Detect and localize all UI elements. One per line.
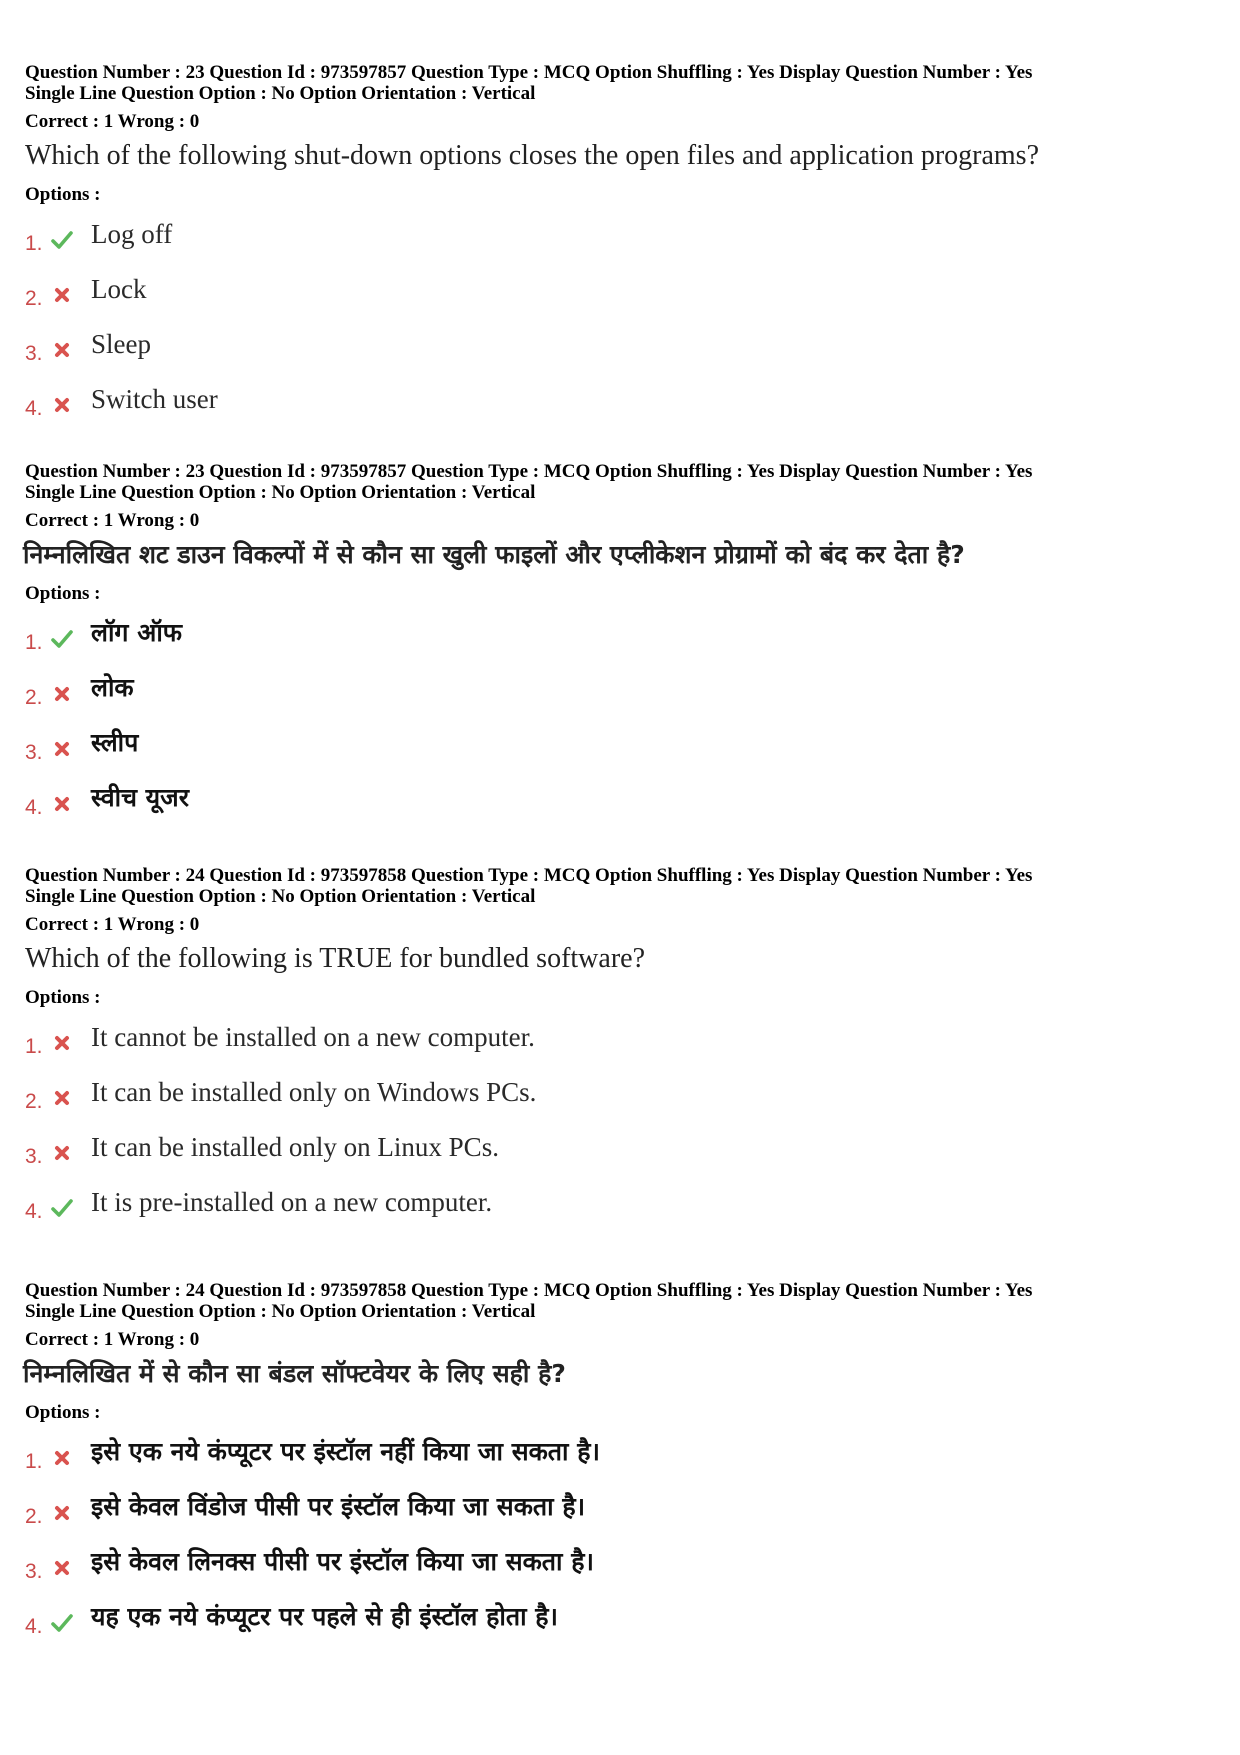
option-item [25,1008,1225,1063]
question-meta-line1: Question Number : 23 Question Id : 973597857 Question Type : MCQ Option Shuffling : Yes Display Question Number : Yes [25,461,1033,482]
question-text: निम्नलिखित में से कौन सा बंडल सॉफ्टवेयर के लिए सही है? [23,1359,566,1388]
cross-icon [50,682,74,706]
option-number: 1. [25,631,43,654]
option-item [25,1173,1225,1228]
option-text: It cannot be installed on a new computer. [91,1022,535,1052]
check-icon [50,1611,74,1635]
option-item [25,604,1225,659]
cross-icon [50,393,74,417]
option-item [25,1423,1225,1478]
marking-scheme: Correct : 1 Wrong : 0 [25,111,200,132]
cross-icon [50,1501,74,1525]
option-item [25,769,1225,824]
option-text: स्लीप [91,728,139,757]
cross-icon [50,1446,74,1470]
option-text: It is pre-installed on a new computer. [91,1187,493,1217]
option-number: 3. [25,741,43,764]
option-text: Sleep [91,329,151,359]
option-item [25,370,1225,425]
question-meta-line2: Single Line Question Option : No Option Orientation : Vertical [25,886,536,907]
check-icon [50,228,74,252]
option-number: 1. [25,1035,43,1058]
option-text: इसे केवल विंडोज पीसी पर इंस्टॉल किया जा सकता है। [91,1492,586,1521]
question-meta-line1: Question Number : 24 Question Id : 973597858 Question Type : MCQ Option Shuffling : Yes Display Question Number : Yes [25,1280,1033,1301]
option-item [25,714,1225,769]
option-item [25,1478,1225,1533]
question-meta-line2: Single Line Question Option : No Option Orientation : Vertical [25,83,536,104]
option-item [25,205,1225,260]
question-block-24-en [25,865,1225,1228]
cross-icon [50,1086,74,1110]
options-label: Options : [25,583,101,604]
options-label: Options : [25,987,101,1008]
option-text: It can be installed only on Windows PCs. [91,1077,537,1107]
option-item [25,315,1225,370]
check-icon [50,627,74,651]
option-text: It can be installed only on Linux PCs. [91,1132,499,1162]
question-block-24-hi [25,1280,1225,1643]
option-text: लॉग ऑफ [91,618,183,647]
option-number: 2. [25,1505,43,1528]
question-meta-line2: Single Line Question Option : No Option Orientation : Vertical [25,482,536,503]
marking-scheme: Correct : 1 Wrong : 0 [25,510,200,531]
option-item [25,1118,1225,1173]
check-icon [50,1196,74,1220]
option-text: यह एक नये कंप्यूटर पर पहले से ही इंस्टॉल होता है। [91,1602,559,1631]
option-text: इसे एक नये कंप्यूटर पर इंस्टॉल नहीं किया जा सकता है। [91,1437,600,1466]
marking-scheme: Correct : 1 Wrong : 0 [25,1329,200,1350]
marking-scheme: Correct : 1 Wrong : 0 [25,914,200,935]
option-number: 3. [25,1560,43,1583]
option-number: 4. [25,796,43,819]
question-text: Which of the following shut-down options closes the open files and application programs? [25,140,1040,171]
option-number: 2. [25,686,43,709]
cross-icon [50,792,74,816]
option-number: 4. [25,397,43,420]
cross-icon [50,1141,74,1165]
option-text: Lock [91,274,147,304]
option-number: 3. [25,342,43,365]
options-list [25,205,1225,425]
question-meta-line2: Single Line Question Option : No Option Orientation : Vertical [25,1301,536,1322]
option-number: 4. [25,1200,43,1223]
option-number: 4. [25,1615,43,1638]
cross-icon [50,1556,74,1580]
cross-icon [50,737,74,761]
options-label: Options : [25,184,101,205]
option-number: 1. [25,1450,43,1473]
options-list [25,1423,1225,1643]
option-text: स्वीच यूजर [91,783,189,812]
option-text: लोक [91,673,134,702]
options-list [25,604,1225,824]
option-item [25,1533,1225,1588]
question-block-23-en [25,62,1225,425]
question-text: Which of the following is TRUE for bundled software? [25,943,646,974]
options-list [25,1008,1225,1228]
cross-icon [50,283,74,307]
question-meta-line1: Question Number : 24 Question Id : 973597858 Question Type : MCQ Option Shuffling : Yes Display Question Number : Yes [25,865,1033,886]
cross-icon [50,338,74,362]
option-text: Log off [91,219,173,249]
option-item [25,1588,1225,1643]
option-number: 1. [25,232,43,255]
question-meta-line1: Question Number : 23 Question Id : 973597857 Question Type : MCQ Option Shuffling : Yes Display Question Number : Yes [25,62,1033,83]
option-item [25,1063,1225,1118]
question-text: निम्नलिखित शट डाउन विकल्पों में से कौन सा खुली फाइलों और एप्लीकेशन प्रोग्रामों को बंद कर देता है? [23,540,965,569]
option-text: इसे केवल लिनक्स पीसी पर इंस्टॉल किया जा सकता है। [91,1547,594,1576]
option-item [25,260,1225,315]
option-number: 3. [25,1145,43,1168]
cross-icon [50,1031,74,1055]
question-block-23-hi [25,461,1225,824]
option-item [25,659,1225,714]
options-label: Options : [25,1402,101,1423]
option-number: 2. [25,1090,43,1113]
option-text: Switch user [91,384,218,414]
option-number: 2. [25,287,43,310]
